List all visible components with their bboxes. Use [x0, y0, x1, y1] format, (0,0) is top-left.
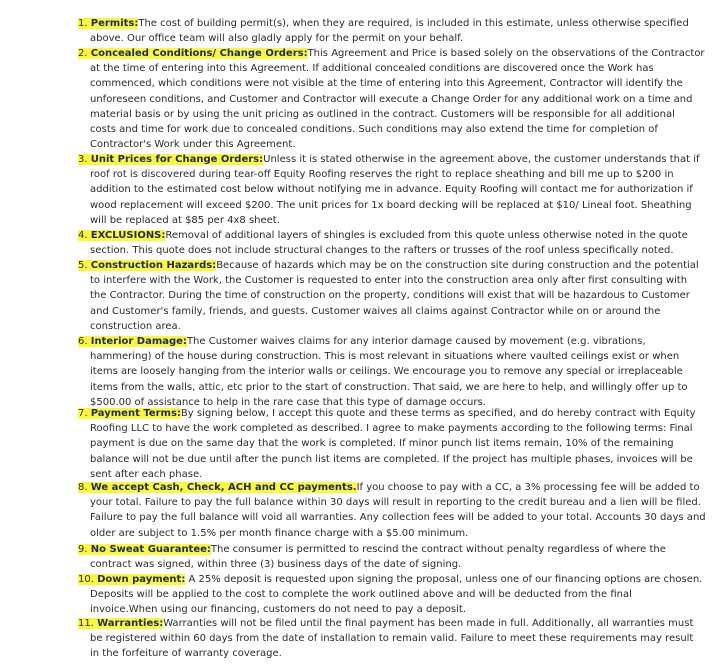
clause-text: will be replaced at $85 per 4x8 sheet.	[90, 214, 280, 226]
clause-text: Contractor's Work under this Agreement.	[90, 139, 296, 151]
clause-text: items are loosely hanging from the interior walls or ceilings. We encourage you to remove any special or irreplaceable	[90, 366, 683, 378]
clause-line	[90, 198, 692, 213]
clause-line	[90, 421, 693, 436]
clause-text: the Contractor. During the time of construction on the property, conditions will exist that will be hazardous to Customer	[90, 290, 690, 302]
clause-text: Roofing LLC to have the work completed as described. I agree to make payments according to the following terms: Final	[90, 423, 693, 435]
clause-text: Deposits will be applied to the cost to complete the work outlined above and will be deducted from the final	[90, 589, 632, 601]
clause-number: 11.	[78, 618, 94, 629]
clause-first-line	[78, 228, 688, 243]
clause-text: older are subject to 1.5% per month finance charge with a $5.00 minimum.	[90, 527, 469, 539]
clause-number: 6.	[78, 336, 88, 347]
clause-line	[90, 61, 654, 76]
clause-term: EXCLUSIONS:	[90, 230, 166, 241]
clause-text: payment is due on the same day that the work is completed. If minor punch list items remain, 10% of the remaining	[90, 438, 674, 450]
clause-term: We accept Cash, Check, ACH and CC payments.	[90, 482, 357, 493]
clause-line	[90, 213, 280, 228]
clause-text: balance will not be due until after the punch list items are completed. If the project has multiple phases, invoices will be	[90, 453, 693, 465]
clause-line	[90, 646, 282, 661]
clause-text: your total. Failure to pay the full balance within 30 days will result in reporting to the credit bureau and a lien will be filed.	[90, 497, 701, 509]
clause-heading-highlight	[78, 574, 185, 585]
clause-heading-highlight	[78, 18, 138, 29]
clause-line	[90, 243, 674, 258]
clause-text: Unless it is stated otherwise in the agreement above, the customer understands that if	[263, 154, 700, 165]
clause-text: in the forfeiture of warranty coverage.	[90, 648, 282, 660]
clause-text: wood replacement will exceed $200. The unit prices for 1x board decking will be replaced at $10/ Lineal foot. Sheathing	[90, 199, 692, 211]
clause-first-line	[78, 406, 696, 421]
clause-first-line	[78, 480, 700, 495]
clause-line	[90, 92, 692, 107]
clause-text: be registered within 60 days from the date of installation to remain valid. Failure to meet these requirements may result	[90, 633, 694, 645]
clause-text: section. This quote does not include structural changes to the rafters or trusses of the roof unless specifically noted.	[90, 245, 674, 257]
clause-text: contract was signed, within three (3) business days of the date of signing.	[90, 559, 462, 571]
clause-line	[90, 319, 181, 334]
clause-text: above. Our office team will also gladly apply for the permit on your behalf.	[90, 33, 464, 45]
clause-first-line	[78, 152, 700, 167]
clause-first-line	[78, 258, 699, 273]
clause-line	[90, 526, 468, 541]
clause-line	[90, 436, 674, 451]
clause-line	[90, 349, 679, 364]
clause-text: to interfere with the Work, the Customer is requested to enter into the construction area only after first consulting with	[90, 275, 688, 287]
clause-first-line	[78, 16, 689, 31]
clause-text: construction area.	[90, 320, 181, 332]
clause-line	[90, 631, 693, 646]
clause-line	[90, 587, 632, 602]
clause-heading-highlight	[78, 230, 165, 241]
clause-line	[90, 452, 693, 467]
clause-line	[90, 510, 706, 525]
clause-text: hammering) of the house during construction. This is most relevant in situations where vaulted ceilings exist or when	[90, 351, 680, 363]
clause-term: Warranties:	[97, 618, 164, 629]
clause-term: Concealed Conditions/ Change Orders:	[90, 48, 308, 59]
clause-text: commenced, which conditions were not visible at the time of entering into this Agreement, Contractor will identify the	[90, 78, 683, 90]
clause-heading-highlight	[78, 618, 163, 629]
clause-text: Failure to pay the full balance will void all warranties. Any collection fees will be added to your total. Accounts 30 days and	[90, 512, 706, 524]
clause-first-line	[78, 334, 646, 349]
clause-text: at the time of entering into this Agreement. If additional concealed conditions are discovered once the Work has	[90, 63, 654, 75]
clause-heading-highlight	[78, 408, 181, 419]
clause-number: 9.	[78, 544, 88, 555]
clause-text: The cost of building permit(s), when they are required, is included in this estimate, unless otherwise specified	[138, 18, 689, 29]
clause-term: Payment Terms:	[90, 408, 181, 419]
clause-line	[90, 137, 296, 152]
clause-line	[90, 167, 674, 182]
clause-text: material basis or by using the unit pricing as outlined in the contract. Customers will be responsible for all additional	[90, 108, 675, 120]
clause-text: Warranties will not be filed until the final payment has been made in full. Additionally, all warranties must	[163, 618, 694, 629]
clause-text: Removal of additional layers of shingles is excluded from this quote unless otherwise noted in the quote	[165, 230, 688, 241]
clause-text: unforeseen conditions, and Customer and Contractor will execute a Change Order for any additional work on a time and	[90, 93, 693, 105]
clause-text: This Agreement and Price is based solely on the observations of the Contractor	[307, 48, 705, 59]
clause-number: 1.	[78, 18, 88, 29]
clause-heading-highlight	[78, 482, 357, 493]
clause-first-line	[78, 572, 702, 587]
clause-text: items from the walls, attic, etc prior to the start of construction. That said, we are here to help, and willingly offer up to	[90, 381, 688, 393]
clause-line	[90, 31, 463, 46]
clause-number: 2.	[78, 48, 88, 59]
clause-line	[90, 304, 660, 319]
clause-heading-highlight	[78, 154, 263, 165]
clause-term: Interior Damage:	[90, 336, 187, 347]
clause-text: and Customer's family, friends, and guests. Customer waives all claims against Contractor while on or around the	[90, 305, 661, 317]
clause-number: 5.	[78, 260, 88, 271]
clause-number: 8.	[78, 482, 88, 493]
clause-text: If you choose to pay with a CC, a 3% processing fee will be added to	[356, 482, 700, 493]
clause-first-line	[78, 616, 693, 631]
clause-text: Because of hazards which may be on the construction site during construction and the potential	[216, 260, 699, 271]
clause-line	[90, 182, 693, 197]
clause-term: Down payment:	[97, 574, 186, 585]
clause-line	[90, 380, 688, 395]
clause-heading-highlight	[78, 260, 216, 271]
clause-term: No Sweat Guarantee:	[90, 544, 211, 555]
clause-first-line	[78, 46, 705, 61]
clause-number: 7.	[78, 408, 88, 419]
clause-line	[90, 273, 687, 288]
clause-text: The consumer is permitted to rescind the contract without penalty regardless of where the	[210, 544, 666, 555]
clause-text: sent after each phase.	[90, 468, 203, 480]
clause-text: roof rot is discovered during tear-off Equity Roofing reserves the right to replace sheathing and bill me up to $200 in	[90, 169, 674, 181]
clause-line	[90, 557, 461, 572]
clause-text: costs and time for work due to concealed conditions. Such conditions may also extend the time for completion of	[90, 124, 658, 135]
clause-line	[90, 495, 701, 510]
clause-heading-highlight	[78, 48, 308, 59]
clause-term: Construction Hazards:	[90, 260, 217, 271]
clause-line	[90, 364, 683, 379]
clause-heading-highlight	[78, 544, 211, 555]
clause-text: $500.00 of assistance to help in the rare case that this type of damage occurs.	[90, 396, 486, 408]
clause-text: invoice.When using our financing, customers do not need to pay a deposit.	[90, 604, 467, 616]
clause-term: Permits:	[90, 18, 139, 29]
clause-text: The Customer waives claims for any interior damage caused by movement (e.g. vibrations,	[186, 336, 646, 347]
clause-line	[90, 107, 675, 122]
clause-number: 4.	[78, 230, 88, 241]
clause-heading-highlight	[78, 336, 187, 347]
clause-text: By signing below, I accept this quote and these terms as specified, and do hereby contract with Equity	[180, 408, 696, 419]
clause-number: 10.	[78, 574, 94, 585]
clause-line	[90, 76, 683, 91]
clause-line	[90, 288, 690, 303]
clause-first-line	[78, 542, 666, 557]
clause-text: addition to the estimated cost below without notifying me in advance. Equity Roofing will contact me for authorization if	[90, 184, 693, 196]
clause-term: Unit Prices for Change Orders:	[90, 154, 264, 165]
clause-text: A 25% deposit is requested upon signing the proposal, unless one of our financing options are chosen.	[185, 574, 703, 585]
clause-line	[90, 122, 658, 137]
clause-number: 3.	[78, 154, 88, 165]
